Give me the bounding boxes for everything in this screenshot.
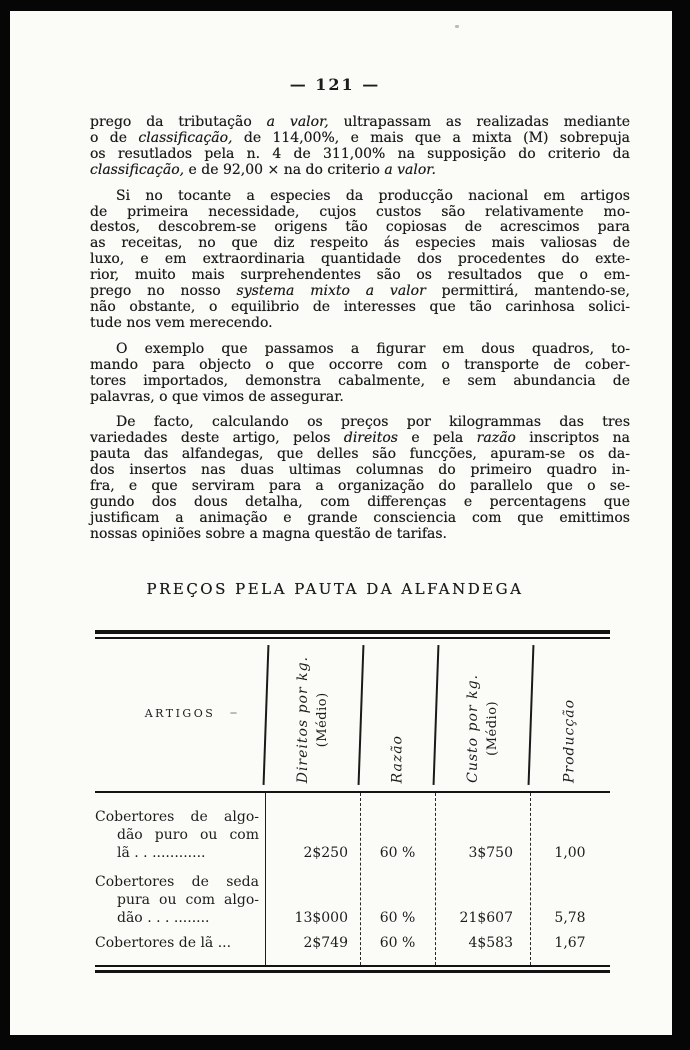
text-line: as receitas, no que diz respeito ás especies mais valiosas de bbox=[90, 235, 630, 252]
column-header-label: Razão bbox=[389, 734, 405, 783]
article-line: dão puro ou com bbox=[117, 827, 259, 843]
text-line: destos, descobrem-se origens tão copiosas de acrescimos para bbox=[90, 219, 630, 236]
paragraph bbox=[90, 415, 630, 542]
text-line: justificam a animação e grande consciencia com que emittimos bbox=[90, 509, 630, 526]
article-line: dão . . . ........ bbox=[117, 910, 210, 926]
text-line: fra, e que serviram para a organização do parallelo que o se- bbox=[90, 478, 630, 495]
scan-speck bbox=[455, 25, 459, 28]
table-top-double-rule bbox=[95, 630, 610, 639]
text-line: palavras, o que vimos de assegurar. bbox=[90, 388, 344, 405]
table-header bbox=[95, 639, 610, 791]
column-header-label: Direitos por kg. bbox=[294, 655, 311, 783]
text-line: gundo dos dous detalha, com differenças e percentagens que bbox=[90, 493, 630, 510]
text-line: pauta das alfandegas, que delles são funcções, apuram-se os da- bbox=[90, 446, 630, 463]
text-line: De facto, calculando os preços por kilogrammas das tres bbox=[116, 414, 630, 431]
article-cell bbox=[95, 808, 265, 862]
column-header-sublabel: (Médio) bbox=[484, 701, 500, 757]
body-text bbox=[90, 115, 630, 543]
value-custo: 3$750 bbox=[468, 845, 513, 861]
article-line: Cobertores de algo- bbox=[95, 809, 259, 825]
value-razao: 60 % bbox=[379, 910, 416, 926]
value-direitos: 2$250 bbox=[303, 845, 348, 861]
text-line: prego no nosso systema mixto a valor permittirá, mantendo-se, bbox=[90, 283, 630, 300]
text-line: não obstante, o equilibrio de interesses que tão carinhosa solici- bbox=[90, 298, 630, 315]
value-custo: 21$607 bbox=[459, 910, 513, 926]
table-body bbox=[95, 793, 610, 965]
value-razao: 60 % bbox=[379, 845, 416, 861]
column-header-label: Custo por kg. bbox=[464, 674, 481, 783]
text-line: tores importados, demonstra cabalmente, e sem abundancia de bbox=[90, 372, 630, 389]
paragraph bbox=[90, 189, 630, 332]
column-header-sublabel: (Médio) bbox=[314, 691, 330, 747]
article-line: pura ou com algo- bbox=[117, 892, 259, 908]
article-line: Cobertores de seda bbox=[95, 874, 259, 890]
section-title: PREÇOS PELA PAUTA DA ALFANDEGA bbox=[146, 580, 524, 598]
scan-speck bbox=[166, 308, 169, 310]
text-line: variedades deste artigo, pelos direitos e pela razão inscriptos na bbox=[90, 430, 630, 447]
column-header-custo bbox=[435, 639, 530, 791]
text-line: tude nos vem merecendo. bbox=[90, 314, 273, 331]
article-line: lã . . ............ bbox=[117, 845, 206, 861]
text-line: Si no tocante a especies da producção nacional em artigos bbox=[116, 187, 630, 204]
paragraph bbox=[90, 342, 630, 406]
text-line: os resutlados pela n. 4 de 311,00% na supposição do criterio da bbox=[90, 145, 630, 162]
text-line: luxo, e em extraordinaria quantidade dos procedentes do exte- bbox=[90, 251, 630, 268]
column-header-produccao bbox=[530, 639, 610, 791]
text-line: mando para objecto o que occorre com o transporte de cober- bbox=[90, 356, 630, 373]
column-header-direitos bbox=[265, 639, 360, 791]
text-line: dos insertos nas duas ultimas columnas do primeiro quadro in- bbox=[90, 462, 630, 479]
scan-speck bbox=[230, 712, 237, 714]
table-row bbox=[95, 793, 610, 862]
article-line: Cobertores de lã ... bbox=[95, 935, 232, 951]
text-line: nossas opiniões sobre a magna questão de tarifas. bbox=[90, 525, 448, 542]
value-direitos: 2$749 bbox=[303, 935, 348, 951]
value-direitos: 13$000 bbox=[294, 910, 348, 926]
article-cell bbox=[95, 873, 265, 927]
paragraph bbox=[90, 115, 630, 179]
column-header-label: Producção bbox=[561, 699, 578, 783]
value-razao: 60 % bbox=[379, 935, 416, 951]
value-produccao: 5,78 bbox=[554, 910, 586, 926]
column-header-razao bbox=[360, 639, 435, 791]
column-header-artigos: ARTIGOS bbox=[144, 707, 216, 720]
value-produccao: 1,67 bbox=[554, 935, 586, 951]
value-produccao: 1,00 bbox=[554, 845, 586, 861]
text-line: O exemplo que passamos a figurar em dous quadros, to- bbox=[116, 340, 630, 357]
text-line: prego da tributação a valor, ultrapassam as realizadas mediante bbox=[90, 114, 630, 130]
text-line: o de classificação, de 114,00%, e mais que a mixta (M) sobrepuja bbox=[90, 129, 631, 146]
table-bottom-double-rule bbox=[95, 965, 610, 973]
text-line: de primeira necessidade, cujos custos são relativamente mo- bbox=[90, 203, 630, 220]
text-line: classificação, e de 92,00 × na do criterio a valor. bbox=[90, 161, 436, 178]
page-number: — 121 — bbox=[289, 75, 381, 94]
document-page bbox=[10, 11, 672, 1035]
article-cell bbox=[95, 934, 265, 952]
table-row bbox=[95, 927, 610, 952]
table-row bbox=[95, 862, 610, 927]
value-custo: 4$583 bbox=[468, 935, 513, 951]
text-line: rior, muito mais surprehendentes são os resultados que o em- bbox=[90, 267, 630, 284]
customs-price-table bbox=[95, 630, 610, 973]
